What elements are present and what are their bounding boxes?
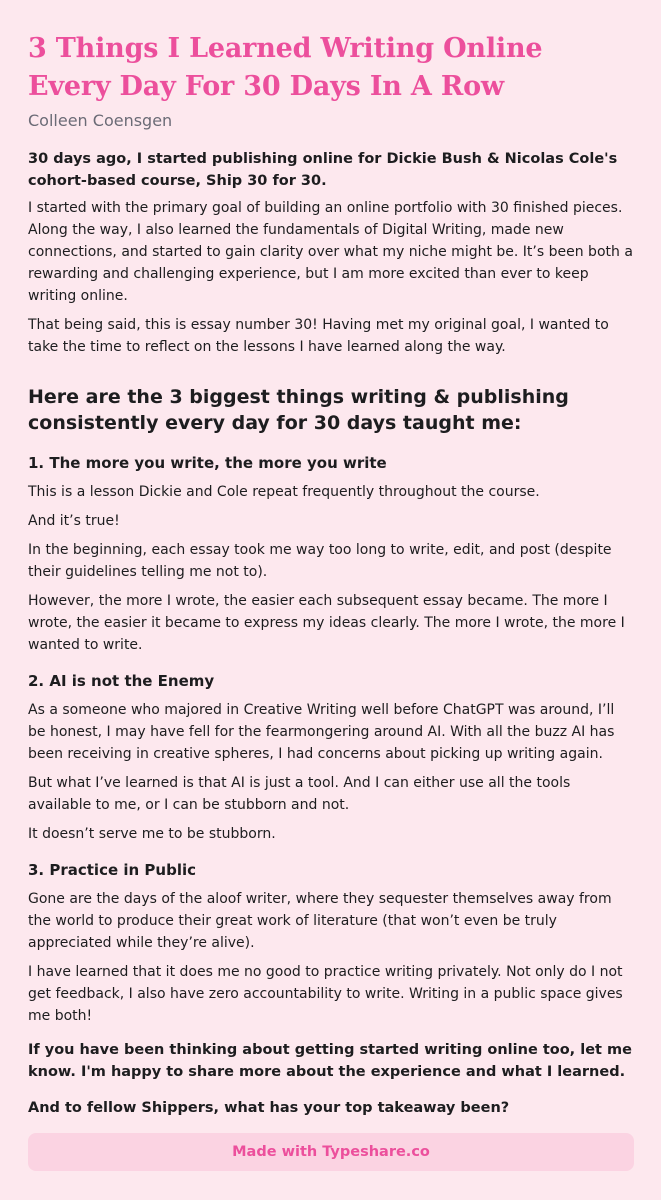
lesson-heading: 3. Practice in Public bbox=[28, 861, 196, 879]
lesson-heading: 1. The more you write, the more you write bbox=[28, 454, 387, 472]
lesson-paragraph: As a someone who majored in Creative Writing well before ChatGPT was around, I’ll be honest, I may have fell for the fearmongering around AI. With all the buzz AI has been receiving in creative spheres, I had concerns about picking up writing again. bbox=[28, 702, 615, 762]
lesson-paragraph: However, the more I wrote, the easier each subsequent essay became. The more I wrote, the easier it became to express my ideas clearly. The more I wrote, the more I wanted to write. bbox=[28, 593, 625, 653]
intro-section bbox=[28, 148, 633, 358]
closing-question: And to fellow Shippers, what has your top takeaway been? bbox=[28, 1100, 510, 1116]
footer-label: Made with Typeshare.co bbox=[232, 1144, 430, 1160]
lesson-heading: 2. AI is not the Enemy bbox=[28, 672, 215, 690]
intro-paragraph: That being said, this is essay number 30! Having met my original goal, I wanted to take the time to reflect on the lessons I have learned along the way. bbox=[28, 317, 609, 355]
closing-paragraph: If you have been thinking about getting started writing online too, let me know. I'm happy to share more about the experience and what I learned. bbox=[28, 1042, 632, 1080]
author-name: Colleen Coensgen bbox=[28, 111, 173, 130]
lesson-paragraph: I have learned that it does me no good to practice writing privately. Not only do I not get feedback, I also have zero accountability to write. Writing in a public space gives me both! bbox=[28, 964, 623, 1024]
intro-lead: 30 days ago, I started publishing online for Dickie Bush & Nicolas Cole's cohort-based course, Ship 30 for 30. bbox=[28, 151, 618, 189]
lesson-3 bbox=[28, 859, 633, 1027]
lesson-paragraph: It doesn’t serve me to be stubborn. bbox=[28, 826, 276, 842]
made-with-typeshare-badge[interactable] bbox=[28, 1133, 634, 1171]
section-heading: Here are the 3 biggest things writing & publishing consistently every day for 30 days taught me: bbox=[28, 386, 569, 434]
essay-title: 3 Things I Learned Writing Online Every Day For 30 Days In A Row bbox=[28, 33, 543, 102]
lesson-paragraph: But what I’ve learned is that AI is just a tool. And I can either use all the tools available to me, or I can be stubborn and not. bbox=[28, 775, 571, 813]
intro-paragraph: I started with the primary goal of building an online portfolio with 30 finished pieces. Along the way, I also learned the fundamentals of Digital Writing, made new connections, and started to gain clarity over what my niche might be. It’s been both a rewarding and challenging experience, but I am more excited than ever to keep writing online. bbox=[28, 200, 633, 304]
lesson-1 bbox=[28, 452, 633, 656]
lesson-paragraph: Gone are the days of the aloof writer, where they sequester themselves away from the world to produce their great work of literature (that won’t even be truly appreciated while they’re alive). bbox=[28, 891, 612, 951]
lesson-2 bbox=[28, 670, 633, 845]
lesson-paragraph: This is a lesson Dickie and Cole repeat frequently throughout the course. bbox=[28, 484, 540, 500]
lesson-paragraph: In the beginning, each essay took me way too long to write, edit, and post (despite their guidelines telling me not to). bbox=[28, 542, 612, 580]
lesson-paragraph: And it’s true! bbox=[28, 513, 120, 529]
